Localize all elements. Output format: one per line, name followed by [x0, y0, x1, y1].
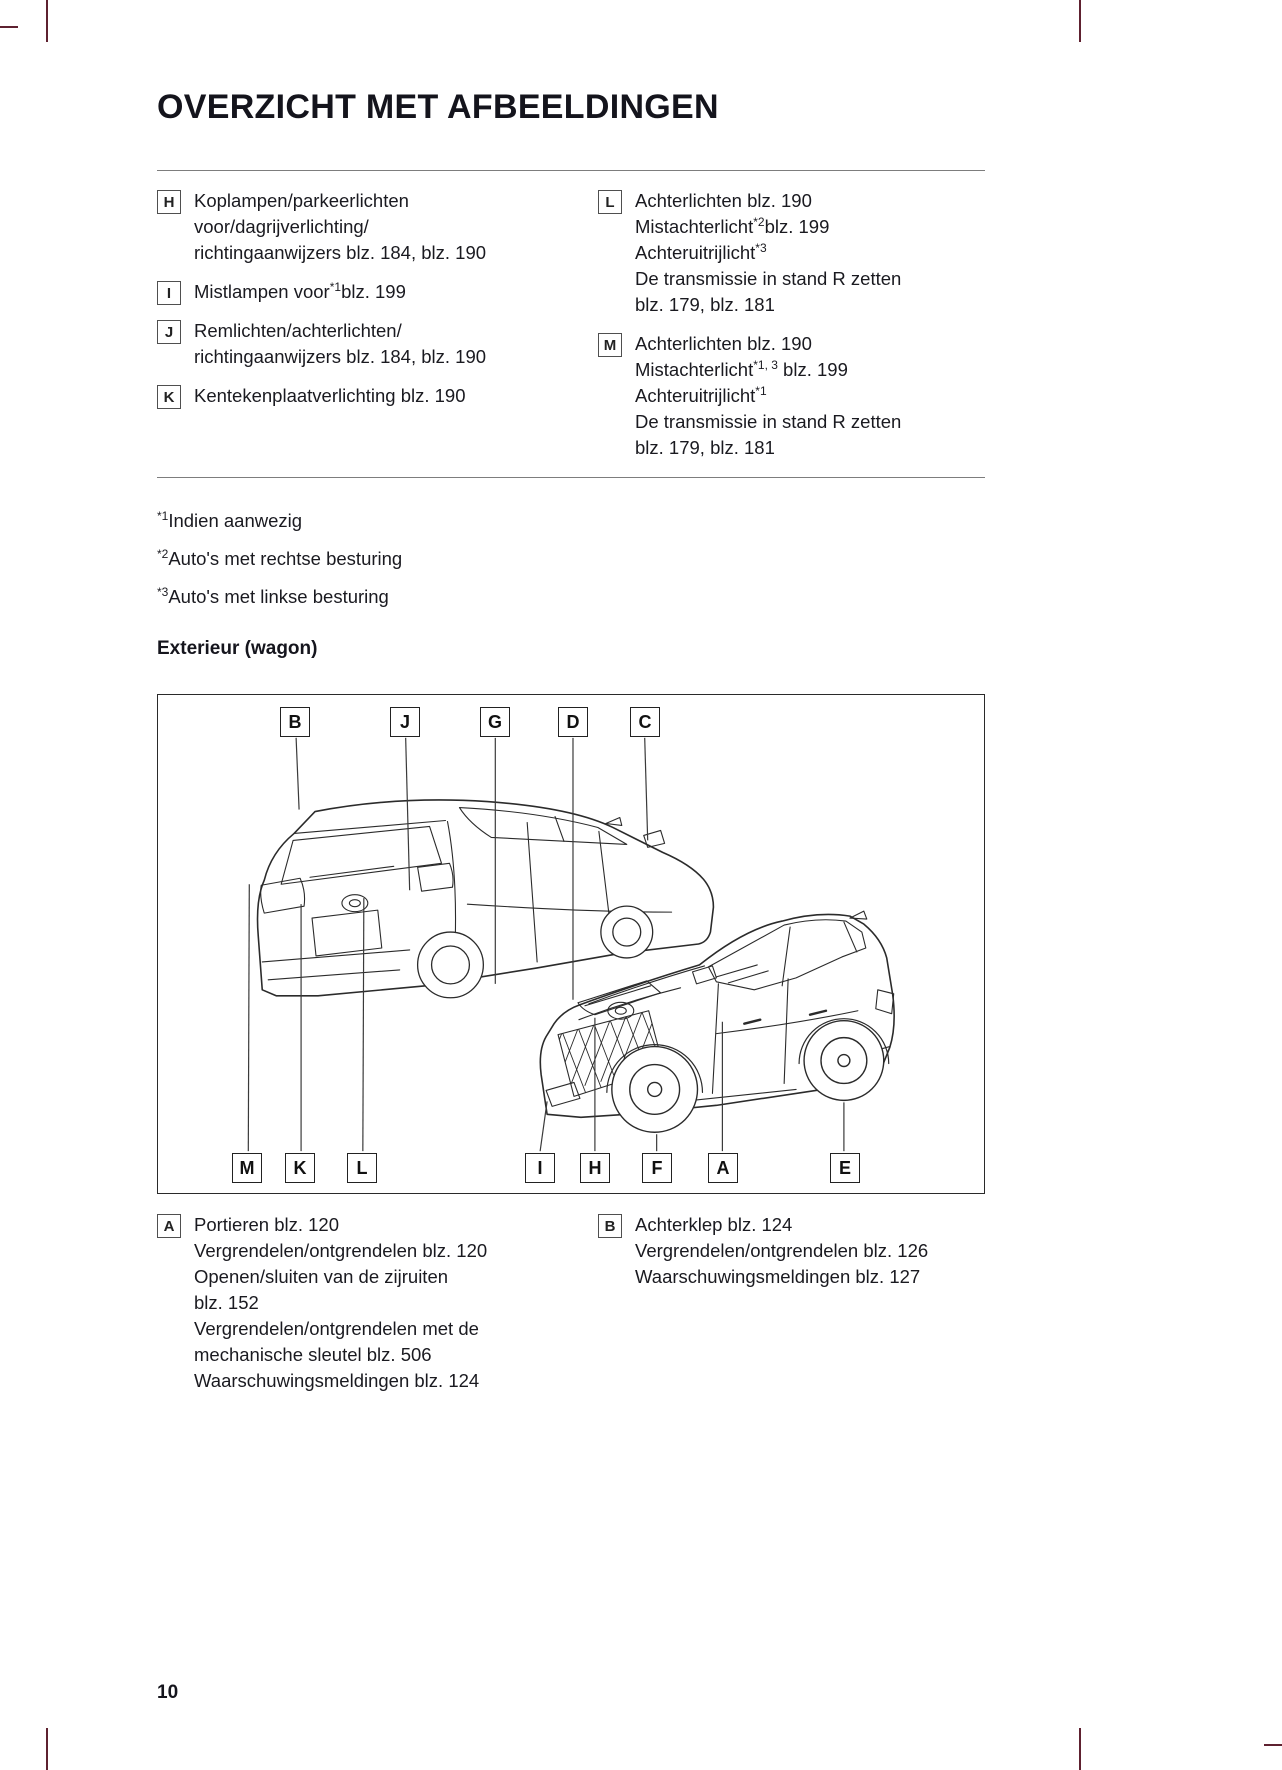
legend-line	[635, 292, 901, 318]
key-box-I: I	[157, 281, 181, 305]
footnotes	[157, 508, 402, 622]
diagram-callout-K: K	[285, 1153, 315, 1183]
exterior-diagram	[157, 694, 985, 1194]
text-segment: blz. 199	[777, 359, 848, 380]
diagram-callout-A: A	[708, 1153, 738, 1183]
text-segment: voor/dagrijverlichting/	[194, 216, 369, 237]
section-heading: Exterieur (wagon)	[157, 638, 318, 659]
text-segment: Achteruitrijlicht	[635, 242, 756, 263]
key-box-A: A	[157, 1214, 181, 1238]
legend-item-M	[598, 331, 1038, 461]
text-segment: Indien aanwezig	[168, 510, 303, 531]
text-segment: Vergrendelen/ontgrendelen blz. 126	[635, 1240, 929, 1261]
footnote	[157, 584, 402, 610]
legend-text	[194, 383, 466, 409]
text-segment: Achterklep blz. 124	[635, 1214, 793, 1235]
legend-line	[635, 409, 901, 435]
legend-text	[194, 318, 486, 370]
legend-item-J	[157, 318, 597, 370]
legend-line	[194, 1368, 487, 1394]
superscript-note: *3	[157, 584, 169, 599]
key-box-K: K	[157, 385, 181, 409]
diagram-callout-I: I	[525, 1153, 555, 1183]
key-box-M: M	[598, 333, 622, 357]
legend-line	[194, 1264, 487, 1290]
legend-line	[194, 214, 486, 240]
legend-text	[194, 188, 486, 266]
key-box-L: L	[598, 190, 622, 214]
text-segment: blz. 199	[764, 216, 830, 237]
crop-mark-right-edge	[1264, 1744, 1282, 1746]
legend-bottom-left	[157, 1212, 597, 1407]
text-segment: blz. 179, blz. 181	[635, 294, 775, 315]
text-segment: Mistlampen voor	[194, 281, 330, 302]
legend-line	[635, 331, 901, 357]
diagram-callout-L: L	[347, 1153, 377, 1183]
legend-line	[635, 240, 901, 266]
crop-mark-bottom-left	[46, 1728, 48, 1770]
legend-line	[635, 266, 901, 292]
page-title: OVERZICHT MET AFBEELDINGEN	[157, 88, 719, 126]
legend-item-H	[157, 188, 597, 266]
text-segment: Vergrendelen/ontgrendelen blz. 120	[194, 1240, 488, 1261]
legend-item-I	[157, 279, 597, 305]
text-segment: Portieren blz. 120	[194, 1214, 340, 1235]
text-segment: Mistachterlicht	[635, 359, 754, 380]
text-segment: Achteruitrijlicht	[635, 385, 756, 406]
key-box-B: B	[598, 1214, 622, 1238]
legend-line	[635, 214, 901, 240]
rear-wagon-car	[258, 800, 714, 998]
text-segment: Achterlichten blz. 190	[635, 333, 812, 354]
diagram-callout-F: F	[642, 1153, 672, 1183]
text-segment: Vergrendelen/ontgrendelen met de	[194, 1318, 479, 1339]
footnote	[157, 546, 402, 572]
legend-line	[194, 1290, 487, 1316]
legend-line	[194, 188, 486, 214]
legend-item-K	[157, 383, 597, 409]
text-segment: Achterlichten blz. 190	[635, 190, 812, 211]
legend-line	[635, 357, 901, 383]
divider-middle	[157, 477, 985, 478]
crop-mark-left-edge	[0, 26, 18, 28]
superscript-note: *1	[755, 383, 767, 398]
diagram-callout-J: J	[390, 707, 420, 737]
legend-line	[194, 1238, 487, 1264]
text-segment: richtingaanwijzers blz. 184, blz. 190	[194, 346, 487, 367]
superscript-note: *1	[157, 508, 169, 523]
text-segment: blz. 152	[194, 1292, 259, 1313]
crop-mark-bottom-right	[1079, 1728, 1081, 1770]
divider-top	[157, 170, 985, 171]
superscript-note: *1, 3	[753, 357, 778, 372]
superscript-note: *2	[753, 214, 765, 229]
legend-text	[194, 1212, 487, 1394]
crop-mark-top-left	[46, 0, 48, 42]
superscript-note: *3	[755, 240, 767, 255]
diagram-callout-E: E	[830, 1153, 860, 1183]
legend-line	[635, 1212, 928, 1238]
legend-line	[194, 1212, 487, 1238]
legend-bottom-right	[598, 1212, 1038, 1303]
legend-line	[194, 240, 486, 266]
legend-line	[194, 1316, 487, 1342]
legend-line	[194, 383, 466, 409]
text-segment: Openen/sluiten van de zijruiten	[194, 1266, 449, 1287]
legend-text	[194, 279, 406, 305]
legend-text	[635, 331, 901, 461]
text-segment: mechanische sleutel blz. 506	[194, 1344, 432, 1365]
text-segment: blz. 179, blz. 181	[635, 437, 775, 458]
diagram-callout-B: B	[280, 707, 310, 737]
legend-top-left	[157, 188, 597, 422]
page-number: 10	[157, 1682, 179, 1703]
legend-item-A	[157, 1212, 597, 1394]
text-segment: Waarschuwingsmeldingen blz. 127	[635, 1266, 921, 1287]
key-box-J: J	[157, 320, 181, 344]
diagram-callout-H: H	[580, 1153, 610, 1183]
text-segment: Waarschuwingsmeldingen blz. 124	[194, 1370, 480, 1391]
legend-text	[635, 1212, 928, 1290]
legend-line	[635, 188, 901, 214]
text-segment: Koplampen/parkeerlichten	[194, 190, 409, 211]
text-segment: Mistachterlicht	[635, 216, 754, 237]
crop-mark-top-right	[1079, 0, 1081, 42]
text-segment: Remlichten/achterlichten/	[194, 320, 402, 341]
legend-item-B	[598, 1212, 1038, 1290]
diagram-callout-D: D	[558, 707, 588, 737]
diagram-callout-M: M	[232, 1153, 262, 1183]
key-box-H: H	[157, 190, 181, 214]
legend-line	[194, 344, 486, 370]
text-segment: De transmissie in stand R zetten	[635, 411, 902, 432]
legend-line	[635, 435, 901, 461]
text-segment: richtingaanwijzers blz. 184, blz. 190	[194, 242, 487, 263]
legend-line	[635, 1238, 928, 1264]
text-segment: Kentekenplaatverlichting blz. 190	[194, 385, 466, 406]
superscript-note: *2	[157, 546, 169, 561]
legend-line	[194, 279, 406, 305]
diagram-callout-G: G	[480, 707, 510, 737]
superscript-note: *1	[329, 279, 342, 294]
text-segment: Auto's met rechtse besturing	[168, 548, 403, 569]
legend-line	[194, 318, 486, 344]
footnote	[157, 508, 402, 534]
legend-line	[194, 1342, 487, 1368]
legend-text	[635, 188, 901, 318]
legend-line	[635, 383, 901, 409]
text-segment: blz. 199	[341, 281, 406, 302]
legend-line	[635, 1264, 928, 1290]
text-segment: Auto's met linkse besturing	[168, 586, 389, 607]
legend-item-L	[598, 188, 1038, 318]
legend-top-right	[598, 188, 1038, 474]
text-segment: De transmissie in stand R zetten	[635, 268, 902, 289]
diagram-callout-C: C	[630, 707, 660, 737]
cars-illustration	[158, 695, 984, 1193]
